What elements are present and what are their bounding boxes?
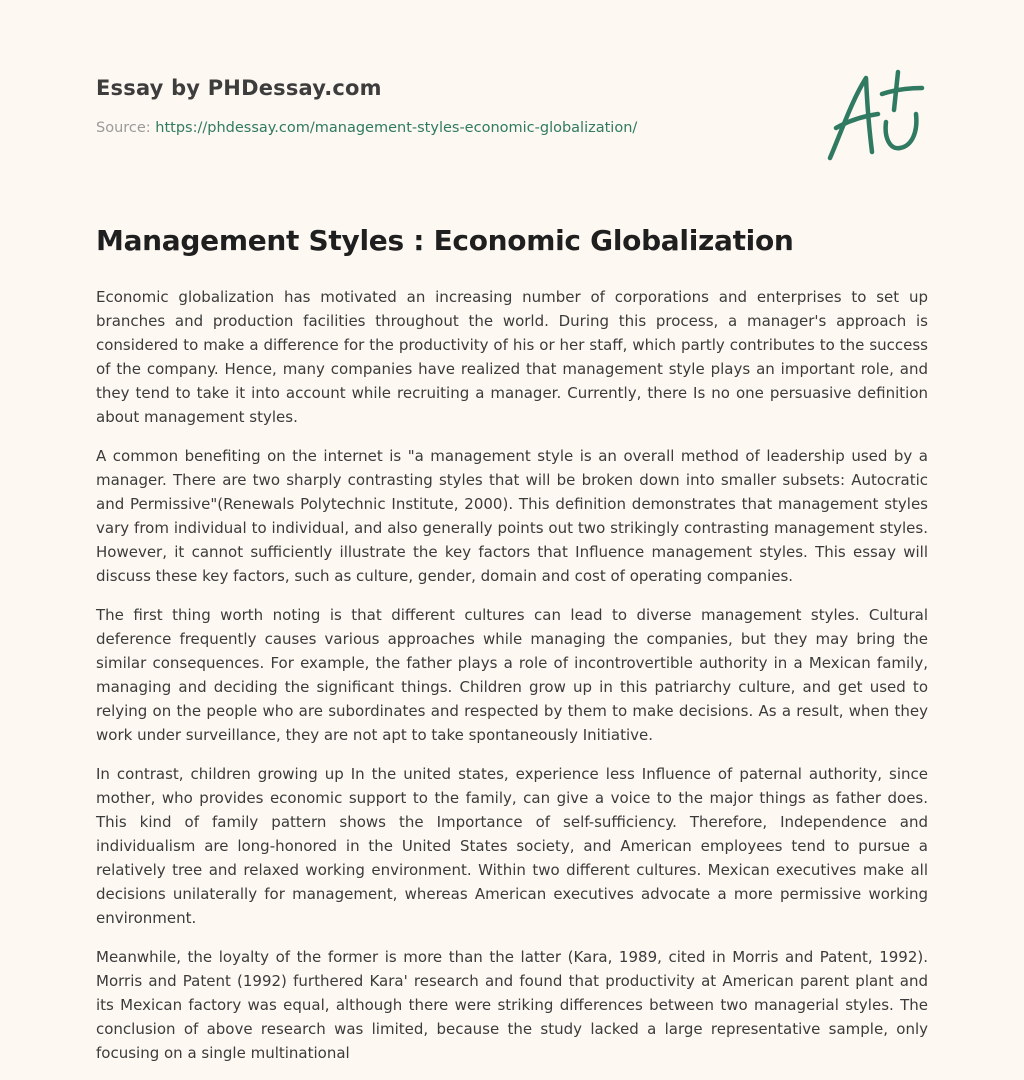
- source-link[interactable]: https://phdessay.com/management-styles-economic-globalization/: [155, 120, 638, 136]
- essay-paragraph: In contrast, children growing up In the united states, experience less Influence of paternal authority, since mother, who provides economic support to the family, can give a voice to the major things as father does. This kind of family pattern shows the Importance of self-sufficiency. Therefore, Independence and individualism are long-honored in the United States society, and American employees tend to pursue a relatively tree and relaxed working environment. Within two different cultures. Mexican executives make all decisions unilaterally for management, whereas American executives advocate a more permissive working environment.: [96, 765, 928, 927]
- source-line: [96, 120, 856, 136]
- essay-paragraph: A common benefiting on the internet is "a management style is an overall method of leadership used by a manager. There are two sharply contrasting styles that will be broken down into smaller subsets: Autocratic and Permissive"(Renewals Polytechnic Institute, 2000). This definition demonstrates that management styles vary from individual to individual, and also generally points out two strikingly contrasting management styles. However, it cannot sufficiently illustrate the key factors that Influence management styles. This essay will discuss these key factors, such as culture, gender, domain and cost of operating companies.: [96, 447, 928, 585]
- site-header: [96, 76, 856, 136]
- essay-paragraph: The first thing worth noting is that different cultures can lead to diverse management styles. Cultural deference frequently causes various approaches while managing the companies, but they may bring the similar consequences. For example, the father plays a role of incontrovertible authority in a Mexican family, managing and deciding the significant things. Children grow up in this patriarchy culture, and get used to relying on the people who are subordinates and respected by them to make decisions. As a result, when they work under surveillance, they are not apt to take spontaneously Initiative.: [96, 606, 928, 744]
- essay-paragraph: Economic globalization has motivated an increasing number of corporations and enterprises to set up branches and production facilities throughout the world. During this process, a manager's approach is considered to make a difference for the productivity of his or her staff, which partly contributes to the success of the company. Hence, many companies have realized that management style plays an important role, and they tend to take it into account while recruiting a manager. Currently, there Is no one persuasive definition about management styles.: [96, 288, 928, 426]
- essay-body: [96, 285, 928, 1080]
- site-title: Essay by PHDessay.com: [96, 76, 382, 100]
- a-plus-logo-icon: [820, 68, 930, 166]
- essay-paragraph: Meanwhile, the loyalty of the former is more than the latter (Kara, 1989, cited in Morris and Patent, 1992). Morris and Patent (1992) furthered Kara' research and found that productivity at American parent plant and its Mexican factory was equal, although there were striking differences between two managerial styles. The conclusion of above research was limited, because the study lacked a large representative sample, only focusing on a single multinational: [96, 948, 928, 1062]
- essay-title: Management Styles : Economic Globalization: [96, 224, 794, 257]
- source-label: Source:: [96, 120, 151, 136]
